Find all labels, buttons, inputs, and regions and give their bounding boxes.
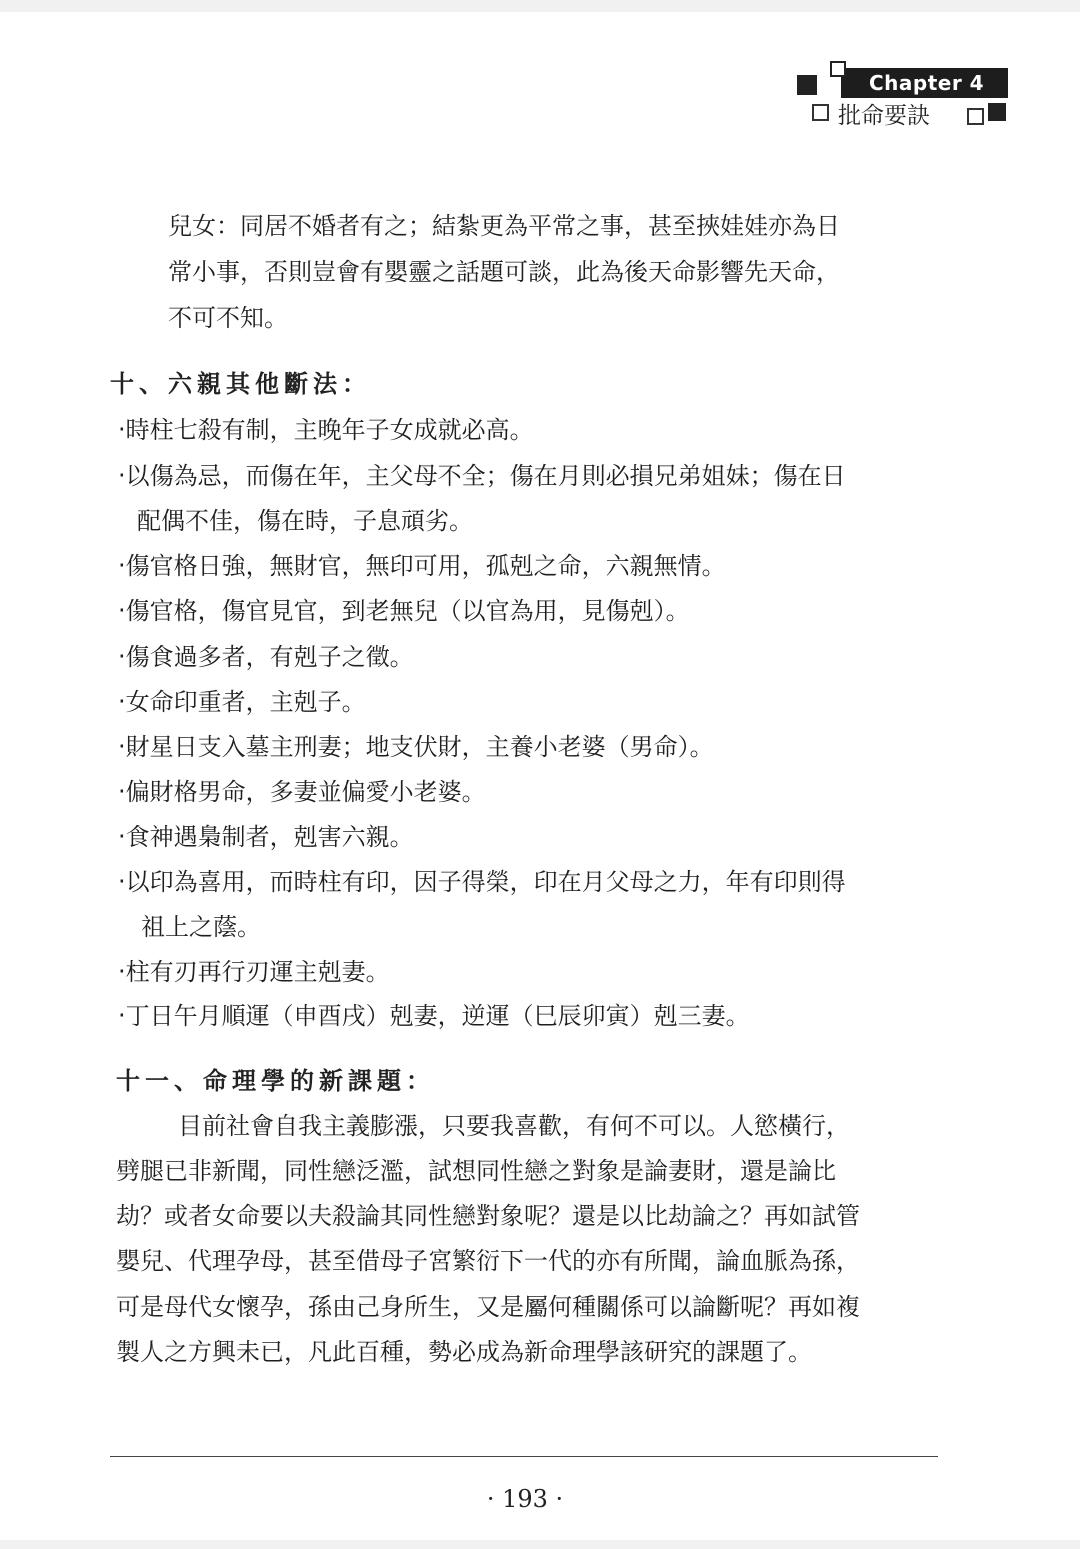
list-item: ‧偏財格男命，多妻並偏愛小老婆。: [118, 778, 486, 806]
header-black-square-decoration: [797, 75, 817, 95]
list-item: ‧食神遇梟制者，剋害六親。: [118, 823, 414, 851]
section-title: 批命要訣: [838, 103, 930, 129]
list-item: ‧柱有刃再行刃運主剋妻。: [118, 958, 390, 986]
section-heading: 十、六親其他斷法：: [110, 369, 371, 398]
list-item: ‧丁日午月順運（申酉戌）剋妻，逆運（巳辰卯寅）剋三妻。: [118, 1002, 750, 1030]
header-white-square-decoration-left: [812, 104, 829, 121]
page-number: · 193 ·: [486, 1485, 564, 1513]
header-black-square-decoration-right: [988, 103, 1006, 121]
list-item: ‧傷官格，傷官見官，到老無兒（以官為用，見傷剋）。: [118, 597, 690, 625]
header-white-square-decoration: [830, 61, 846, 77]
chapter-label: Chapter 4: [841, 68, 1008, 98]
paragraph-line: 劫？或者女命要以夫殺論其同性戀對象呢？還是以比劫論之？再如試管: [116, 1202, 860, 1230]
paragraph-line: 不可不知。: [168, 304, 288, 332]
list-item: ‧以傷為忌，而傷在年，主父母不全；傷在月則必損兄弟姐妹；傷在日: [118, 462, 846, 490]
list-item-continuation: 配偶不佳，傷在時，子息頑劣。: [137, 507, 473, 535]
list-item: ‧以印為喜用，而時柱有印，因子得榮，印在月父母之力，年有印則得: [118, 868, 846, 896]
paragraph-line: 目前社會自我主義膨漲，只要我喜歡，有何不可以。人慾橫行，: [178, 1112, 850, 1140]
list-item: ‧女命印重者，主剋子。: [118, 688, 366, 716]
list-item: ‧傷官格日強，無財官，無印可用，孤剋之命，六親無情。: [118, 552, 726, 580]
paragraph-line: 劈腿已非新聞，同性戀泛濫，試想同性戀之對象是論妻財，還是論比: [116, 1157, 836, 1185]
list-item: ‧財星日支入墓主刑妻；地支伏財，主養小老婆（男命）。: [118, 733, 714, 761]
list-item: ‧傷食過多者，有剋子之徵。: [118, 643, 414, 671]
paragraph-line: 常小事，否則豈會有嬰靈之話題可談，此為後天命影響先天命，: [168, 258, 840, 286]
list-item-continuation: 祖上之蔭。: [141, 913, 261, 941]
header-white-square-decoration-right: [967, 108, 984, 125]
paragraph-line: 製人之方興未已，凡此百種，勢必成為新命理學該研究的課題了。: [116, 1338, 812, 1366]
list-item: ‧時柱七殺有制，主晚年子女成就必高。: [118, 416, 534, 444]
paragraph-line: 可是母代女懷孕，孫由己身所生，又是屬何種關係可以論斷呢？再如複: [116, 1293, 860, 1321]
paragraph-line: 兒女：同居不婚者有之；結紮更為平常之事，甚至挾娃娃亦為日: [168, 212, 840, 240]
footer-divider: [110, 1456, 938, 1457]
paragraph-line: 嬰兒、代理孕母，甚至借母子宮繁衍下一代的亦有所聞，論血脈為孫，: [116, 1247, 860, 1275]
section-heading: 十一、命理學的新課題：: [116, 1066, 435, 1095]
